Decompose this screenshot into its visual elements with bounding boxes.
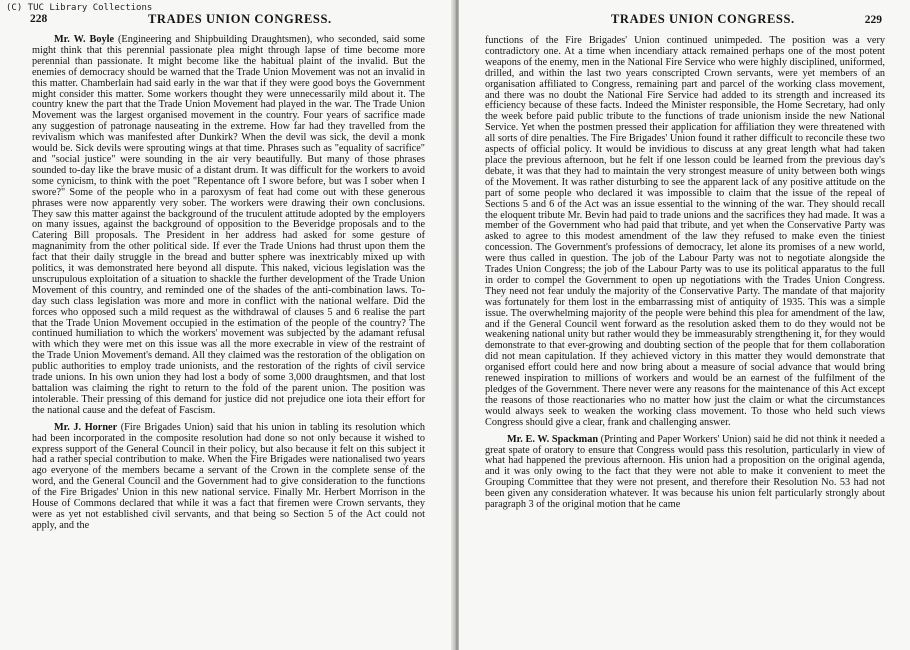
paragraph-text: (Printing and Paper Workers' Union) said he did not think it needed a great spate of oratory to ensure that Congress would pass this resolution, particularly in view of what had happened the previous afternoon. His union had a proposition on the original agenda, and it was only owing to the fact that they were not able to make it convenient to meet the Grouping Committee that they were not present, and therefore their Resolution No. 53 had not been given any consideration whatever. It was because his union felt particularly strongly about paragraph 3 of the original motion that he came bbox=[485, 433, 885, 511]
paragraph-horner bbox=[32, 423, 425, 532]
paragraph-text: (Fire Brigades Union) said that his union in tabling its resolution which had been incorporated in the composite resolution had done so not only because it wished to express support of the General Council in their policy, but also because it felt on this subject it had a rather special contribution to make. When the Fire Brigades were nationalised two years ago everyone of the members became a servant of the Crown in the complete sense of the word, and the General Council and the Government had to give consideration to the functions of the Fire Brigades' Union in this new national service. Finally Mr. Herbert Morrison in the House of Commons declared that while it was a fact that firemen were Crown servants, they were as yet not established civil servants, and that being so Section 5 of the Act could not apply, and the bbox=[32, 421, 426, 531]
paragraph-text: functions of the Fire Brigades' Union continued unimpeded. The position was a very contradictory one. At a time when incendiary attack remained perhaps one of the most potent weapons of the enemy, men in the National Fire Service who were highly disciplined, uniformed, drilled, and within the last two years conscripted Crown servants, were yet members of an organisation affiliated to Congress, remaining part and parcel of the working class movement, and there was no doubt the National Fire Service had added to its strength and increased its efficiency because of these facts. Indeed the Minister responsible, the Home Secretary, had only the week before paid public tribute to the functions of trade unionism inside the new National Service. Yet when the postmen pressed their application for affiliation they were threatened with all sorts of dire penalties. The Fire Brigades' Union found it rather difficult to reconcile these two aspects of official policy. It would be invidious to discuss at any great length what had taken place the previous afternoon, but he felt if one lesson could be learned from the previous day's debate, it was that they had to maintain the very strongest measure of unity between both wings of the Movement. It was rather disturbing to see the apparent lack of any positive attitude on the part of some people who declared it was impossible to claim that the issue of the repeal of Sections 5 and 6 of the Act was an issue essential to the winning of the war. They should recall the eloquent tribute Mr. Bevin had paid to trade unions and the sacrifices they had made. It was a member of the Government who had paid that tribute, and yet when the Conservative Party was asked to agree to this modest amendment of the law they refused to make even the tiniest concession. The Government's professions of democracy, let alone its promises of a new world, were thus called in question. The job of the Labour Party was not to negotiate alongside the Trades Union Congress; the job of the Labour Party was to use its political apparatus to the full in order to compel the Government to open up negotiations with the Trades Union Congress. They need not fear unduly the majority of the Conservative Party. The mandate of that majority was fortunately for them lost in the embarrassing mist of antiquity of 1935. This was a simple issue. The overwhelming majority of the people were behind this plea for amendment of the law, and if the General Council went forward as the resolution asked them to do they would not be weakening national unity but rather would they be immeasurably strengthening it, for they would demonstrate to that ever-growing and doubting section of the people that for them collaboration did not mean capitulation. If they achieved victory in this matter they would demonstrate that organised effort could here and now bring about a measure of social advance that would bring renewed inspiration to millions of workers and would be an earnest of the fulfilment of the pledges of the Government. There never were any reasons for the maintenance of this Act except the reasons of those reactionaries who no matter how just the claim or what the circumstances would always seek to weaken the working class movement. To those who held such views Congress should give a clear, frank and challenging answer. bbox=[485, 35, 885, 428]
right-running-head: TRADES UNION CONGRESS. bbox=[611, 12, 795, 26]
paragraph-boyle bbox=[32, 35, 425, 417]
left-page-number: 228 bbox=[30, 13, 48, 25]
paragraph-spackman bbox=[485, 435, 885, 511]
left-running-head: TRADES UNION CONGRESS. bbox=[148, 12, 332, 26]
right-page-body bbox=[485, 36, 885, 517]
right-page bbox=[459, 0, 910, 650]
speaker-name: Mr. E. W. Spackman bbox=[507, 433, 599, 445]
speaker-name: Mr. W. Boyle bbox=[54, 34, 115, 45]
right-page-number: 229 bbox=[864, 14, 882, 26]
copyright-notice: (C) TUC Library Collections bbox=[6, 3, 153, 13]
paragraph-text: (Engineering and Shipbuilding Draughtsmen), who seconded, said some might think that this perennial passionate plea might through lapse of time become more perennial than passionate. It might become like the habitual plaint of the invalid. But the enemies of democracy should be warned that the Trade Union Movement was not an invalid in this matter. Chamberlain had said early in the war that if they were good boys the Government might consider this matter. Some workers thought they were unnecessarily mild about it. The country knew the part that the Trade Union Movement had played in the war. The Trade Union Movement was the largest organised movement in the country. Four years of sacrifice made any suggestion of patronage nauseating in the extreme. How far had they travelled from the revivalism which was manifested after Dunkirk? When the devil was sick, the devil a monk would be. Sick devils were sprouting wings at that time. Phrases such as "equality of sacrifice" and "social justice" were sounding in the air very beautifully. But many of those phrases sounded to-day like the brave music of a distant drum. It was difficult for the workers to avoid some cynicism, to think with the poet "Repentance oft I swore before, but was I sober when I swore?" Some of the people who in a paroxysm of feat had come out with these generous phrases were now apparently very sober. The workers were drawing their own conclusions. They saw this matter against the background of the truculent attitude adopted by the employers on many issues, against the background of opposition to the Beveridge proposals and to the Catering Bill proposals. The President in her address had asked for some gesture of magnanimity from the other political side. If ever the Trade Unions had thrust upon them the fact that their daily struggle in the bread and butter sphere was inextricably mixed up with politics, it was demonstrated here beyond all dispute. This naked, vicious legislation was the unscrupulous exploitation of a situation to shackle the further development of the Trade Union Movement of this country, and reminded one of the shades of the anti-combination laws. To-day such class legislation was more and more in conflict with the national welfare. Did the forces who opposed such a mild request as the withdrawal of clauses 5 and 6 realise the part that the Trade Union Movement occupied in the estimation of the people of the country? The continued humiliation to which the workers' movement was subjected by the adamant refusal with which they were met on this issue was all the more execrable in view of the restraint of the Trade Union Movement's demand. All they claimed was the restoration of the obligation on public authorities to employ trade unionists, and the restoration of the rights of civil service trade unions. In his own union they had lost a body of some 3,000 draughtsmen, and that lost battalion was claiming the right to return to the fold of the parent union. The position was intolerable. Their pressing of this demand for justice did not prejudice one iota their effort for the national cause and the defeat of Fascism. bbox=[32, 34, 425, 416]
left-page-body bbox=[32, 35, 425, 538]
paragraph-horner-continued bbox=[485, 36, 885, 429]
speaker-name: Mr. J. Horner bbox=[54, 421, 118, 433]
